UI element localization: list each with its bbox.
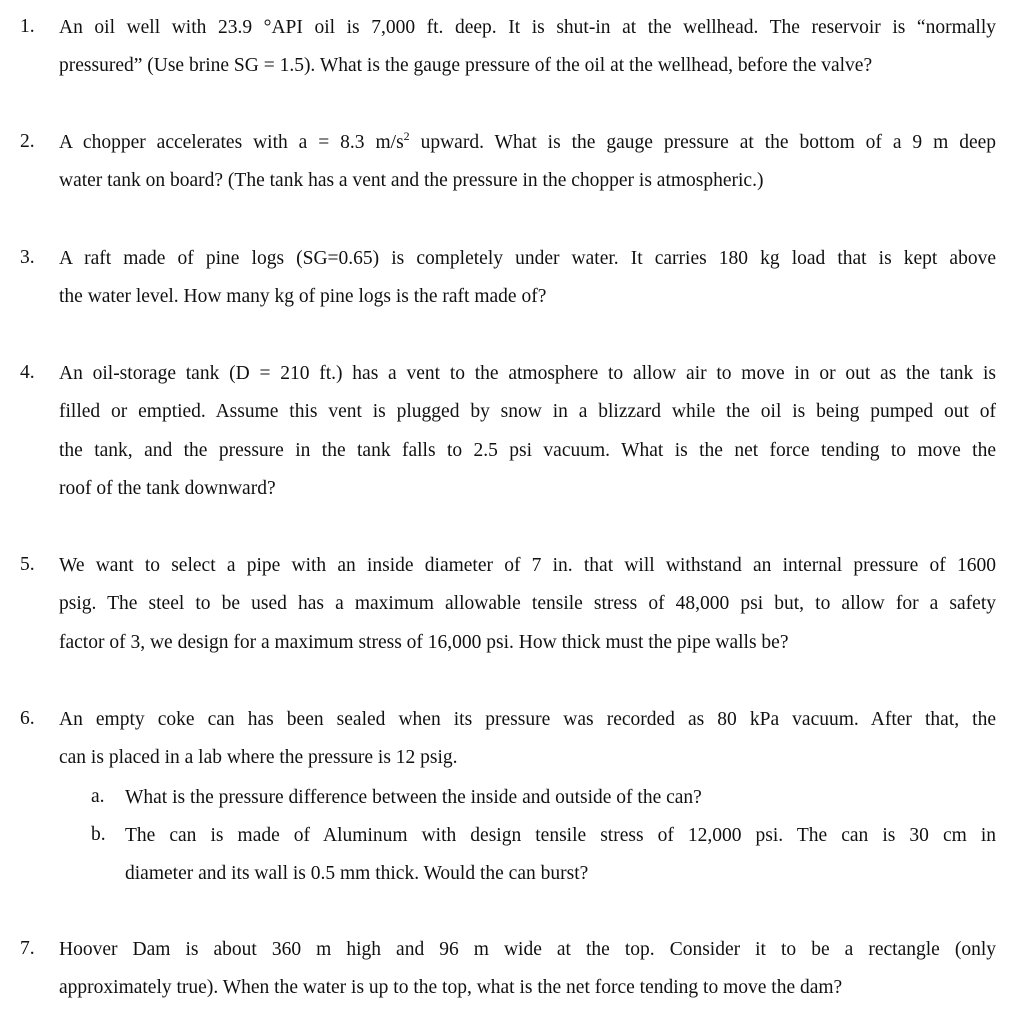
subpart-label: a. bbox=[91, 786, 105, 807]
problem-line: filled or emptied. Assume this vent is plugged by snow in a blizzard while the oil is being pumped out of bbox=[59, 401, 996, 422]
problem-line: approximately true). When the water is up to the top, what is the net force tending to move the dam? bbox=[59, 977, 843, 998]
problem-line: An oil-storage tank (D = 210 ft.) has a vent to the atmosphere to allow air to move in or out as the tank is bbox=[59, 363, 996, 384]
problem-line: the water level. How many kg of pine logs is the raft made of? bbox=[59, 286, 547, 307]
problem-number: 2. bbox=[20, 131, 35, 152]
problem-number: 4. bbox=[20, 362, 35, 383]
problem-line: A raft made of pine logs (SG=0.65) is completely under water. It carries 180 kg load that is kept above bbox=[59, 248, 996, 269]
problem-line-part: upward. What is the gauge pressure at the bottom of a 9 m deep bbox=[409, 132, 997, 153]
problem-line: roof of the tank downward? bbox=[59, 478, 276, 499]
problem-line: We want to select a pipe with an inside diameter of 7 in. that will withstand an internal pressure of 1600 bbox=[59, 555, 996, 576]
problem-line: What is the pressure difference between the inside and outside of the can? bbox=[125, 787, 702, 808]
problem-line: diameter and its wall is 0.5 mm thick. Would the can burst? bbox=[125, 863, 589, 884]
problem-line: Hoover Dam is about 360 m high and 96 m wide at the top. Consider it to be a rectangle (only bbox=[59, 939, 996, 960]
problem-number: 1. bbox=[20, 16, 35, 37]
problem-number: 5. bbox=[20, 554, 35, 575]
problem-line: An oil well with 23.9 °API oil is 7,000 ft. deep. It is shut-in at the wellhead. The reservoir is “normally bbox=[59, 17, 996, 38]
problem-line: The can is made of Aluminum with design tensile stress of 12,000 psi. The can is 30 cm in bbox=[125, 825, 996, 846]
problem-line-part: A chopper accelerates with a = 8.3 m/s bbox=[59, 132, 404, 153]
problem-line: water tank on board? (The tank has a vent and the pressure in the chopper is atmospheric.) bbox=[59, 170, 764, 191]
problem-line: can is placed in a lab where the pressure is 12 psig. bbox=[59, 747, 458, 768]
problem-line: An empty coke can has been sealed when its pressure was recorded as 80 kPa vacuum. After that, the bbox=[59, 709, 996, 730]
superscript: 2 bbox=[403, 129, 410, 143]
problem-number: 7. bbox=[20, 938, 35, 959]
subpart-label: b. bbox=[91, 824, 106, 845]
problem-line bbox=[59, 131, 996, 155]
problem-line: factor of 3, we design for a maximum stress of 16,000 psi. How thick must the pipe walls be? bbox=[59, 632, 789, 653]
problem-number: 6. bbox=[20, 708, 35, 729]
problem-number: 3. bbox=[20, 247, 35, 268]
problem-line: psig. The steel to be used has a maximum allowable tensile stress of 48,000 psi but, to allow for a safety bbox=[59, 593, 996, 614]
problem-line: the tank, and the pressure in the tank falls to 2.5 psi vacuum. What is the net force tending to move the bbox=[59, 440, 996, 461]
problem-line: pressured” (Use brine SG = 1.5). What is the gauge pressure of the oil at the wellhead, before the valve? bbox=[59, 55, 873, 76]
